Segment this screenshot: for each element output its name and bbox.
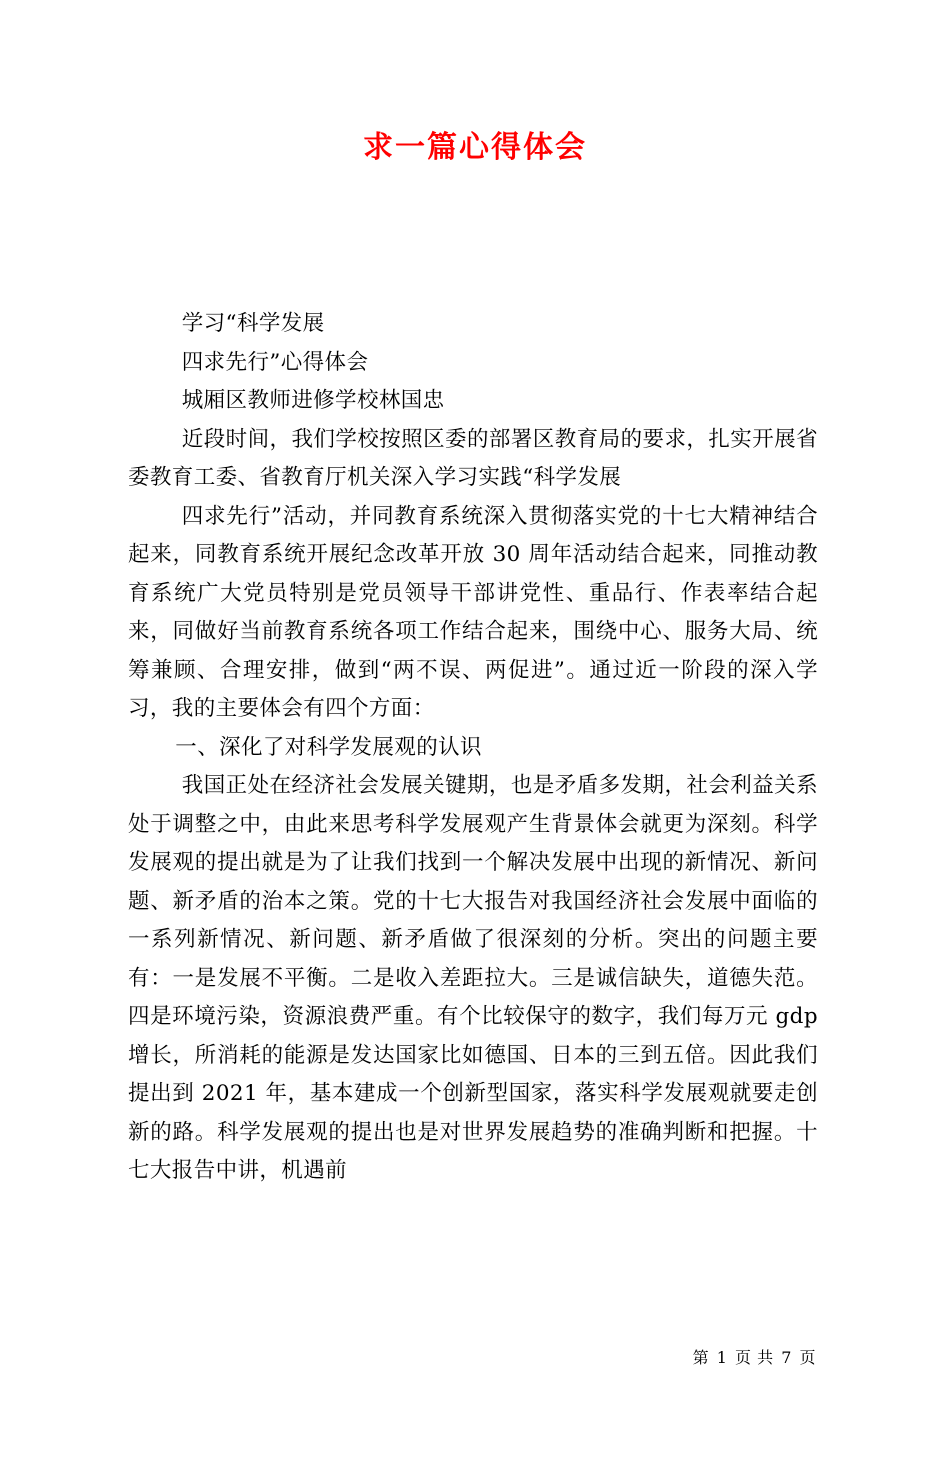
footer-middle: 页 共 <box>735 1348 774 1367</box>
footer-total-pages: 7 <box>781 1348 792 1367</box>
document-body <box>0 305 950 1191</box>
paragraph-1: 近段时间，我们学校按照区委的部署区教育局的要求，扎实开展省委教育工委、省教育厅机关深入学习实践“科学发展 <box>128 426 818 490</box>
footer-suffix: 页 <box>799 1348 816 1367</box>
page-footer <box>692 1345 817 1368</box>
footer-prefix: 第 <box>692 1348 710 1367</box>
heading-line-2: 四求先行”心得体会 <box>181 349 369 375</box>
paragraph-2: 四求先行”活动，并同教育系统深入贯彻落实党的十七大精神结合起来，同教育系统开展纪念改革开放 30 周年活动结合起来，同推动教育系统广大党员特别是党员领导干部讲党性、重品行、作表率结合起来，同做好当前教育系统各项工作结合起来，围绕中心、服务大局、统筹兼顾、合理安排，做到“两不误、两促进”。通过近一阶段的深入学习，我的主要体会有四个方面： <box>128 503 818 721</box>
footer-current-page: 1 <box>716 1348 728 1367</box>
page-title: 求一篇心得体会 <box>363 130 587 165</box>
paragraph-3: 一、深化了对科学发展观的认识 <box>175 734 482 760</box>
document-page <box>0 128 950 1472</box>
paragraph-4: 我国正处在经济社会发展关键期，也是矛盾多发期，社会利益关系处于调整之中，由此来思考科学发展观产生背景体会就更为深刻。科学发展观的提出就是为了让我们找到一个解决发展中出现的新情况、新问题、新矛盾的治本之策。党的十七大报告对我国经济社会发展中面临的一系列新情况、新问题、新矛盾做了很深刻的分析。突出的问题主要有：一是发展不平衡。二是收入差距拉大。三是诚信缺失，道德失范。四是环境污染，资源浪费严重。有个比较保守的数字，我们每万元 gdp 增长，所消耗的能源是发达国家比如德国、日本的三到五倍。因此我们提出到 2021 年，基本建成一个创新型国家，落实科学发展观就要走创新的路。科学发展观的提出也是对世界发展趋势的准确判断和把握。十七大报告中讲，机遇前 <box>128 773 818 1183</box>
heading-line-3: 城厢区教师进修学校林国忠 <box>181 388 445 413</box>
heading-line-1: 学习“科学发展 <box>181 311 325 336</box>
